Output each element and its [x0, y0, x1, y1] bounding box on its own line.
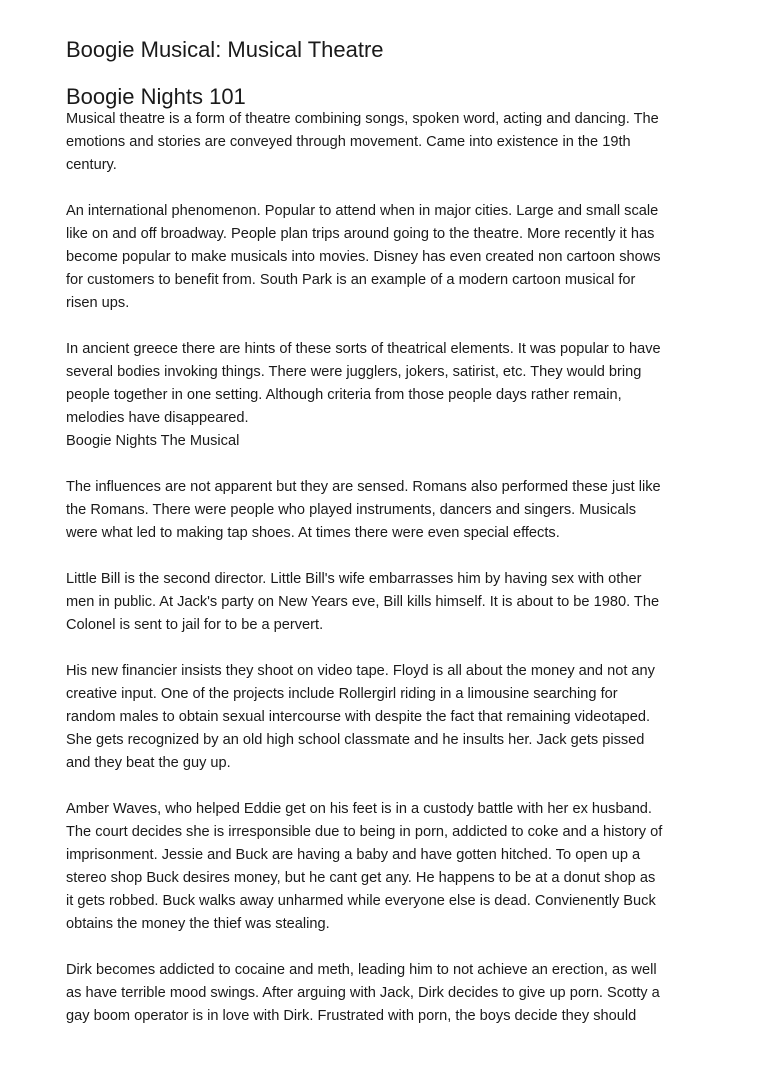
text-line: random males to obtain sexual intercourse with despite the fact that remaining videotaped. [66, 709, 651, 725]
text-line: and they beat the guy up. [66, 755, 231, 771]
paragraph [66, 798, 716, 936]
text-line: stereo shop Buck desires money, but he cant get any. He happens to be at a donut shop as [66, 870, 656, 886]
paragraph [66, 108, 716, 177]
text-line: The influences are not apparent but they are sensed. Romans also performed these just like [66, 479, 661, 495]
text-line: An international phenomenon. Popular to attend when in major cities. Large and small scale [66, 203, 659, 219]
paragraph [66, 660, 716, 775]
text-line: melodies have disappeared. [66, 410, 249, 426]
document-title: Boogie Musical: Musical Theatre [66, 37, 384, 62]
text-line: The court decides she is irresponsible due to being in porn, addicted to coke and a history of [66, 824, 663, 840]
text-line: men in public. At Jack's party on New Years eve, Bill kills himself. It is about to be 1980. The [66, 594, 660, 610]
text-line: become popular to make musicals into movies. Disney has even created non cartoon shows [66, 249, 661, 265]
text-line: several bodies invoking things. There were jugglers, jokers, satirist, etc. They would bring [66, 364, 642, 380]
section-heading [66, 430, 716, 453]
text-line: risen ups. [66, 295, 130, 311]
text-line: it gets robbed. Buck walks away unharmed while everyone else is dead. Convienently Buck [66, 893, 656, 909]
text-line: imprisonment. Jessie and Buck are having a baby and have gotten hitched. To open up a [66, 847, 641, 863]
text-line: obtains the money the thief was stealing. [66, 916, 330, 932]
text-line: His new financier insists they shoot on video tape. Floyd is all about the money and not any [66, 663, 655, 679]
text-line: Little Bill is the second director. Little Bill's wife embarrasses him by having sex with other [66, 571, 642, 587]
paragraph [66, 568, 716, 637]
paragraph [66, 338, 716, 430]
text-line: Boogie Nights The Musical [66, 433, 240, 449]
text-line: Colonel is sent to jail for to be a pervert. [66, 617, 324, 633]
paragraph [66, 200, 716, 315]
text-line: She gets recognized by an old high school classmate and he insults her. Jack gets pissed [66, 732, 645, 748]
text-line: like on and off broadway. People plan trips around going to the theatre. More recently it has [66, 226, 655, 242]
paragraph [66, 959, 716, 1028]
text-line: for customers to benefit from. South Park is an example of a modern cartoon musical for [66, 272, 636, 288]
text-line: Amber Waves, who helped Eddie get on his feet is in a custody battle with her ex husband. [66, 801, 652, 817]
text-line: gay boom operator is in love with Dirk. Frustrated with porn, the boys decide they should [66, 1008, 637, 1024]
text-line: emotions and stories are conveyed through movement. Came into existence in the 19th [66, 134, 631, 150]
text-line: Dirk becomes addicted to cocaine and meth, leading him to not achieve an erection, as well [66, 962, 657, 978]
paragraph [66, 476, 716, 545]
text-line: as have terrible mood swings. After arguing with Jack, Dirk decides to give up porn. Scotty a [66, 985, 660, 1001]
text-line: In ancient greece there are hints of these sorts of theatrical elements. It was popular to have [66, 341, 661, 357]
text-line: the Romans. There were people who played instruments, dancers and singers. Musicals [66, 502, 636, 518]
text-line: Musical theatre is a form of theatre combining songs, spoken word, acting and dancing. The [66, 111, 659, 127]
document-subtitle: Boogie Nights 101 [66, 84, 246, 109]
text-line: century. [66, 157, 117, 173]
text-line: creative input. One of the projects include Rollergirl riding in a limousine searching for [66, 686, 618, 702]
text-line: people together in one setting. Although criteria from those people days rather remain, [66, 387, 622, 403]
document-body [66, 108, 716, 1028]
text-line: were what led to making tap shoes. At times there were even special effects. [66, 525, 560, 541]
